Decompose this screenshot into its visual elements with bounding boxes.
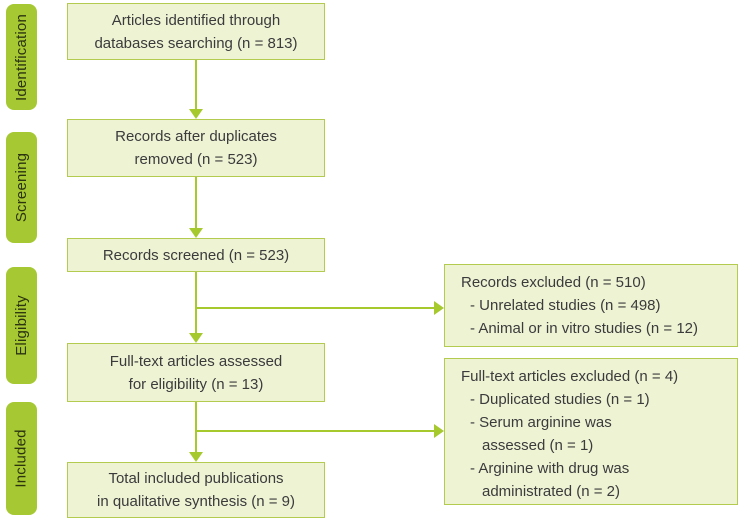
- arrow-down-3-head: [189, 333, 203, 343]
- side-box-records-excluded: [444, 264, 738, 347]
- side-box-title: Full-text articles excluded (n = 4): [461, 368, 679, 385]
- stage-label-included-text: Included: [13, 429, 30, 488]
- excluded-item-line: administrated (n = 2): [482, 483, 620, 500]
- arrow-down-3-line: [195, 272, 197, 334]
- excluded-item-line: - Animal or in vitro studies (n = 12): [470, 320, 699, 337]
- flow-box-duplicates-removed: [67, 119, 325, 177]
- stage-label-eligibility-text: Eligibility: [13, 295, 30, 356]
- box-line: Records after duplicates: [115, 128, 277, 145]
- stage-label-identification-text: Identification: [13, 13, 30, 101]
- arrow-down-4-line: [195, 402, 197, 453]
- arrow-down-2-head: [189, 228, 203, 238]
- arrow-down-1-head: [189, 109, 203, 119]
- stage-label-identification: [6, 4, 37, 110]
- box-line: Full-text articles assessed: [109, 352, 283, 370]
- excluded-item-line: - Duplicated studies (n = 1): [470, 391, 650, 408]
- flow-box-records-screened: [67, 238, 325, 272]
- box-line: in qualitative synthesis (n = 9): [96, 493, 296, 510]
- flow-box-articles-identified: [67, 3, 325, 60]
- branch-arrow-1-line: [196, 307, 435, 309]
- flow-box-fulltext-assessed: [67, 343, 325, 402]
- box-line: for eligibility (n = 13): [128, 375, 264, 393]
- branch-arrow-2-head: [434, 424, 444, 438]
- arrow-down-4-head: [189, 452, 203, 462]
- box-line: databases searching (n = 813): [94, 34, 298, 52]
- stage-label-eligibility: [6, 267, 37, 384]
- box-line: removed (n = 523): [134, 151, 258, 168]
- arrow-down-1-line: [195, 60, 197, 110]
- arrow-down-2-line: [195, 177, 197, 229]
- side-box-fulltext-excluded: [444, 358, 738, 505]
- box-line: Articles identified through: [111, 11, 281, 29]
- excluded-item-line: assessed (n = 1): [482, 437, 594, 454]
- stage-label-included: [6, 402, 37, 515]
- box-line: Records screened (n = 523): [102, 246, 290, 264]
- excluded-item-line: - Unrelated studies (n = 498): [470, 297, 661, 314]
- branch-arrow-1-head: [434, 301, 444, 315]
- side-box-title: Records excluded (n = 510): [461, 274, 646, 291]
- flow-box-included-publications: [67, 462, 325, 518]
- stage-label-screening: [6, 132, 37, 243]
- stage-label-screening-text: Screening: [13, 152, 31, 223]
- branch-arrow-2-line: [196, 430, 435, 432]
- box-line: Total included publications: [108, 470, 284, 487]
- excluded-item-line: - Arginine with drug was: [470, 460, 630, 477]
- excluded-item-line: - Serum arginine was: [470, 414, 612, 431]
